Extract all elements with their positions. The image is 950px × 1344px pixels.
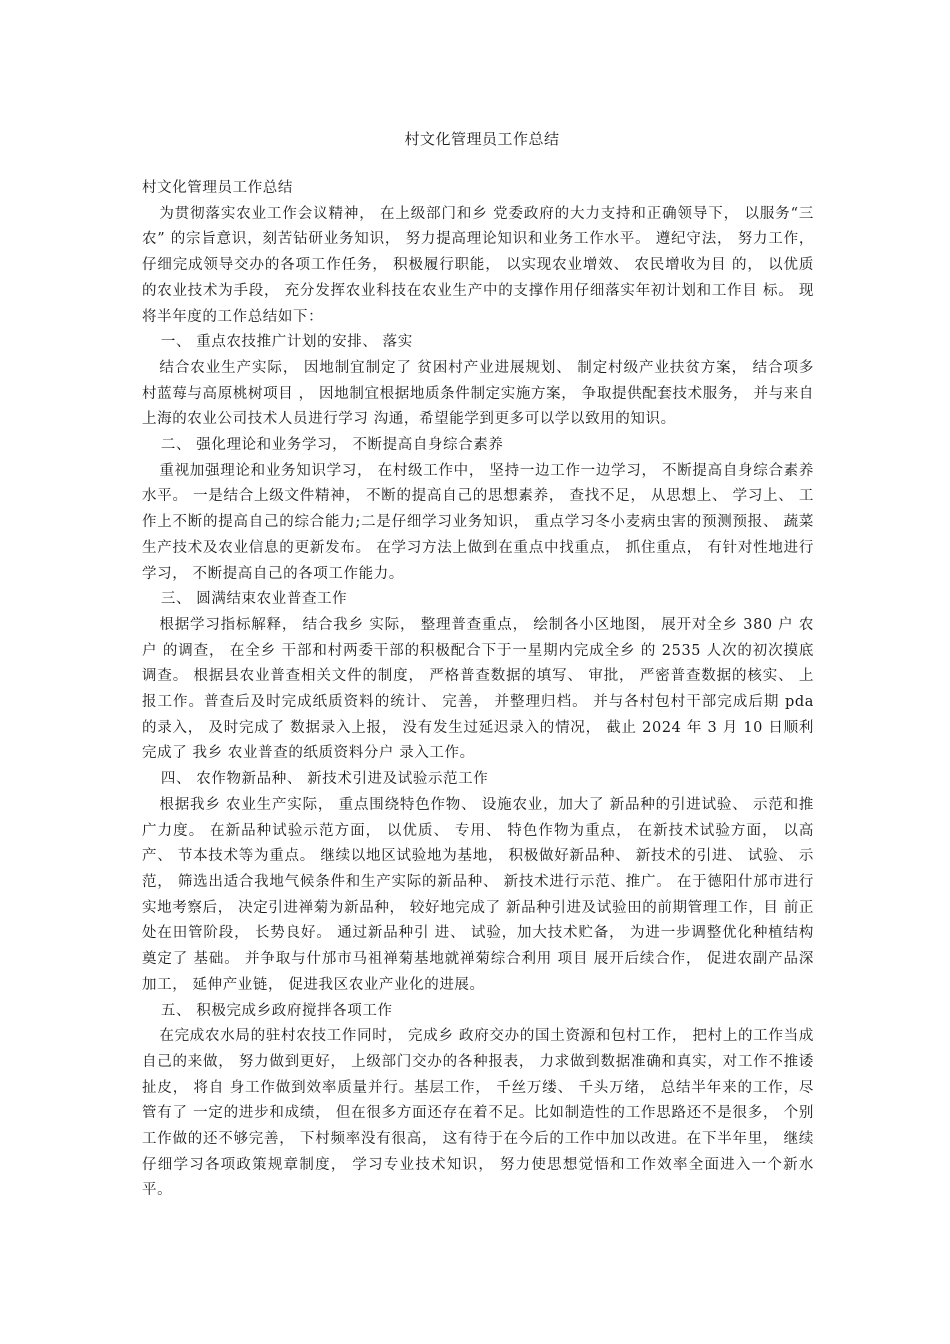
document-subtitle: 村文化管理员工作总结	[142, 180, 293, 196]
document-title: 村文化管理员工作总结	[404, 130, 560, 148]
section-paragraph: 结合农业生产实际， 因地制宜制定了 贫困村产业进展规划、 制定村级产业扶贫方案， 结合项多村蓝莓与高原桃树项目 ， 因地制宜根据地质条件制定实施方案， 争取提供配套技术服务， 并与来自 上海的农业公司技术人员进行学习 沟通，希望能学到更多可以学以致用的知识。	[142, 359, 814, 428]
section-paragraph: 重视加强理论和业务知识学习， 在村级工作中， 坚持一边工作一边学习， 不断提高自身综合素养水平。 一是结合上级文件精神， 不断的提高自己的思想素养， 查找不足， 从思想上、 学习上、 工作上不断的提高自己的综合能力;二是仔细学习业务知识， 重点学习冬小麦病虫害的预测预报、 蔬菜生产技术及农业信息的更新发布。 在学习方法上做到在重点中找重点， 抓住重点， 有针对性地进行学习， 不断提高自己的各项工作能力。	[142, 462, 814, 582]
section-paragraph: 根据我乡 农业生产实际， 重点围绕特色作物、 设施农业，加大了 新品种的引进试验、 示范和推广力度。 在新品种试验示范方面， 以优质、 专用、 特色作物为重点， 在新技术试验方面， 以高产、 节本技术等为重点。 继续以地区试验地为基地， 积极做好新品种、 新技术的引进、 试验、 示范， 筛选出适合我地气候条件和生产实际的新品种、 新技术进行示范、推广。 在于德阳什邡市进行实地考察后， 决定引进禅菊为新品种， 较好地完成了 新品种引进及试验田的前期管理工作，目 前正处在田管阶段， 长势良好。 通过新品种引 进、 试验，加大技术贮备， 为进一步调整优化种植结构奠定了 基础。 并争取与什邡市马祖禅菊基地就禅菊综合利用 项目 展开后续合作， 促进农副产品深加工， 延伸产业链， 促进我区农业产业化的进展。	[142, 796, 814, 993]
section-heading: 二、 强化理论和业务学习， 不断提高自身综合素养	[160, 437, 504, 454]
section-heading: 五、 积极完成乡政府搅拌各项工作	[160, 1002, 393, 1019]
document-body	[142, 176, 814, 1204]
section-paragraph: 在完成农水局的驻村农技工作同时， 完成乡 政府交办的国土资源和包村工作， 把村上的工作当成自己的来做， 努力做到更好， 上级部门交办的各种报表， 力求做到数据准确和真实，对工作不推诿扯皮， 将自 身工作做到效率质量并行。基层工作， 千丝万缕、 千头万绪， 总结半年来的工作，尽管有了 一定的进步和成绩， 但在很多方面还存在着不足。比如制造性的工作思路还不是很多， 个别工作做的还不够完善， 下村频率没有很高， 这有待于在今后的工作中加以改进。在下半年里， 继续仔细学习各项政策规章制度， 学习专业技术知识， 努力使思想觉悟和工作效率全面进入一个新水平。	[142, 1028, 814, 1199]
section-heading: 一、 重点农技推广计划的安排、 落实	[160, 334, 413, 351]
intro-paragraph: 为贯彻落实农业工作会议精神， 在上级部门和乡 党委政府的大力支持和正确领导下， 以服务“三农” 的宗旨意识，刻苦钻研业务知识， 努力提高理论知识和业务工作水平。 遵纪守法， 努力工作， 仔细完成领导交办的各项工作任务， 积极履行职能， 以实现农业增效、 农民增收为目 的， 以优质的农业技术为手段， 充分发挥农业科技在农业生产中的支撑作用仔细落实年初计划和工作目 标。 现将半年度的工作总结如下：	[142, 205, 814, 325]
section-heading: 三、 圆满结束农业普查工作	[160, 591, 348, 608]
section-paragraph: 根据学习指标解释， 结合我乡 实际， 整理普查重点， 绘制各小区地图， 展开对全乡 380 户 农户 的调查， 在全乡 干部和村两委干部的积极配合下于一星期内完成全乡 的 2535 人次的初次摸底调查。 根据县农业普查相关文件的制度， 严格普查数据的填写、 审批， 严密普查数据的核实、 上报工作。普查后及时完成纸质资料的统计、 完善， 并整理归档。 并与各村包村干部完成后期 pda 的录入， 及时完成了 数据录入上报， 没有发生过延迟录入的情况， 截止 2024 年 3 月 10 日顺利完成了 我乡 农业普查的纸质资料分户 录入工作。	[142, 616, 814, 762]
section-heading: 四、 农作物新品种、 新技术引进及试验示范工作	[160, 771, 489, 788]
